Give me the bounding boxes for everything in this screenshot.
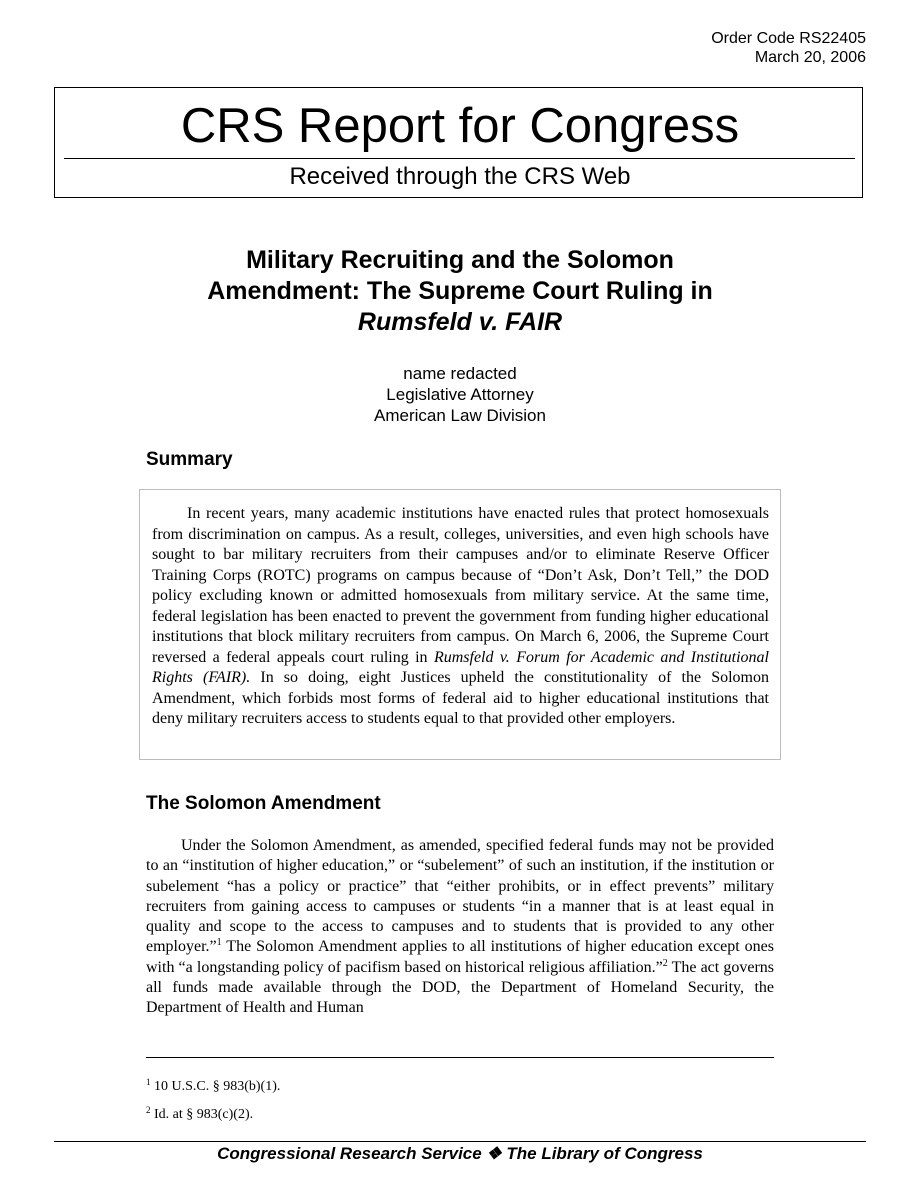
summary-heading: Summary (146, 449, 233, 470)
footnote-1-text: 10 U.S.C. § 983(b)(1). (150, 1079, 281, 1094)
solomon-text-part-2: The Solomon Amendment applies to all institutions of higher education except ones with “a longstanding policy of pacifism based on historical religious affiliation.” (146, 938, 774, 976)
report-series-title: CRS Report for Congress (180, 99, 740, 153)
order-date: March 20, 2006 (754, 49, 866, 66)
solomon-text-part-1: Under the Solomon Amendment, as amended, specified federal funds may not be provided to an “institution of higher education,” or “subelement” of such an institution, if the institution or subelement “has a policy or practice” that “either prohibits, or in effect prevents” military recruiters from gaining access to campuses or students “in a manner that is at least equal in quality and scope to the access to campuses and to students that is provided to any other employer.” (146, 837, 774, 956)
author-name: name redacted (403, 364, 517, 383)
summary-text-part-1: In recent years, many academic institutions have enacted rules that protect homosexuals from discrimination on campus. As a result, colleges, universities, and even high schools have sought to bar military recruiters from their campuses and/or to eliminate Reserve Officer Training Corps (ROTC) programs on campus because of “Don’t Ask, Don’t Tell,” the DOD policy excluding known or admitted homosexuals from military service. At the same time, federal legislation has been enacted to prevent the government from funding higher educational institutions that block military recruiters from campus. On March 6, 2006, the Supreme Court reversed a federal appeals court ruling in (152, 505, 769, 666)
footnote-ref-1[interactable]: 1 (216, 937, 222, 949)
footnote-1-number: 1 (146, 1077, 151, 1087)
footnote-2-number: 2 (146, 1105, 151, 1115)
order-code-block (711, 29, 866, 67)
solomon-text-part-3: The act governs all funds made available through the DOD, the Department of Homeland Security, the Department of Health and Human (146, 958, 775, 1017)
author-position: Legislative Attorney (386, 385, 534, 404)
report-title-line-2: Amendment: The Supreme Court Ruling in (207, 277, 713, 305)
solomon-amendment-heading: The Solomon Amendment (146, 793, 381, 814)
header-divider (64, 158, 855, 159)
report-title-line-3: Rumsfeld v. FAIR (357, 308, 563, 336)
footnote-1 (146, 1078, 280, 1095)
order-code: Order Code RS22405 (711, 30, 866, 47)
footnote-2-text: Id. at § 983(c)(2). (150, 1107, 254, 1122)
report-title (0, 245, 920, 338)
author-division: American Law Division (374, 406, 546, 425)
author-block (0, 363, 920, 426)
footnote-ref-2[interactable]: 2 (662, 957, 668, 969)
footnote-divider (146, 1057, 774, 1058)
report-series-subtitle: Received through the CRS Web (289, 163, 631, 190)
solomon-amendment-text (146, 836, 774, 1019)
report-title-line-1: Military Recruiting and the Solomon (246, 246, 674, 274)
summary-case-name: Rumsfeld v. Forum for Academic and Institutional Rights (FAIR). (152, 648, 769, 686)
page-footer: Congressional Research Service ❖ The Library of Congress (217, 1144, 703, 1163)
footnote-2 (146, 1106, 253, 1123)
footer-divider (54, 1141, 866, 1142)
summary-text (152, 504, 769, 730)
summary-text-part-2: In so doing, eight Justices upheld the constitutionality of the Solomon Amendment, which forbids most forms of federal aid to higher educational institutions that deny military recruiters access to students equal to that provided other employers. (152, 669, 769, 727)
